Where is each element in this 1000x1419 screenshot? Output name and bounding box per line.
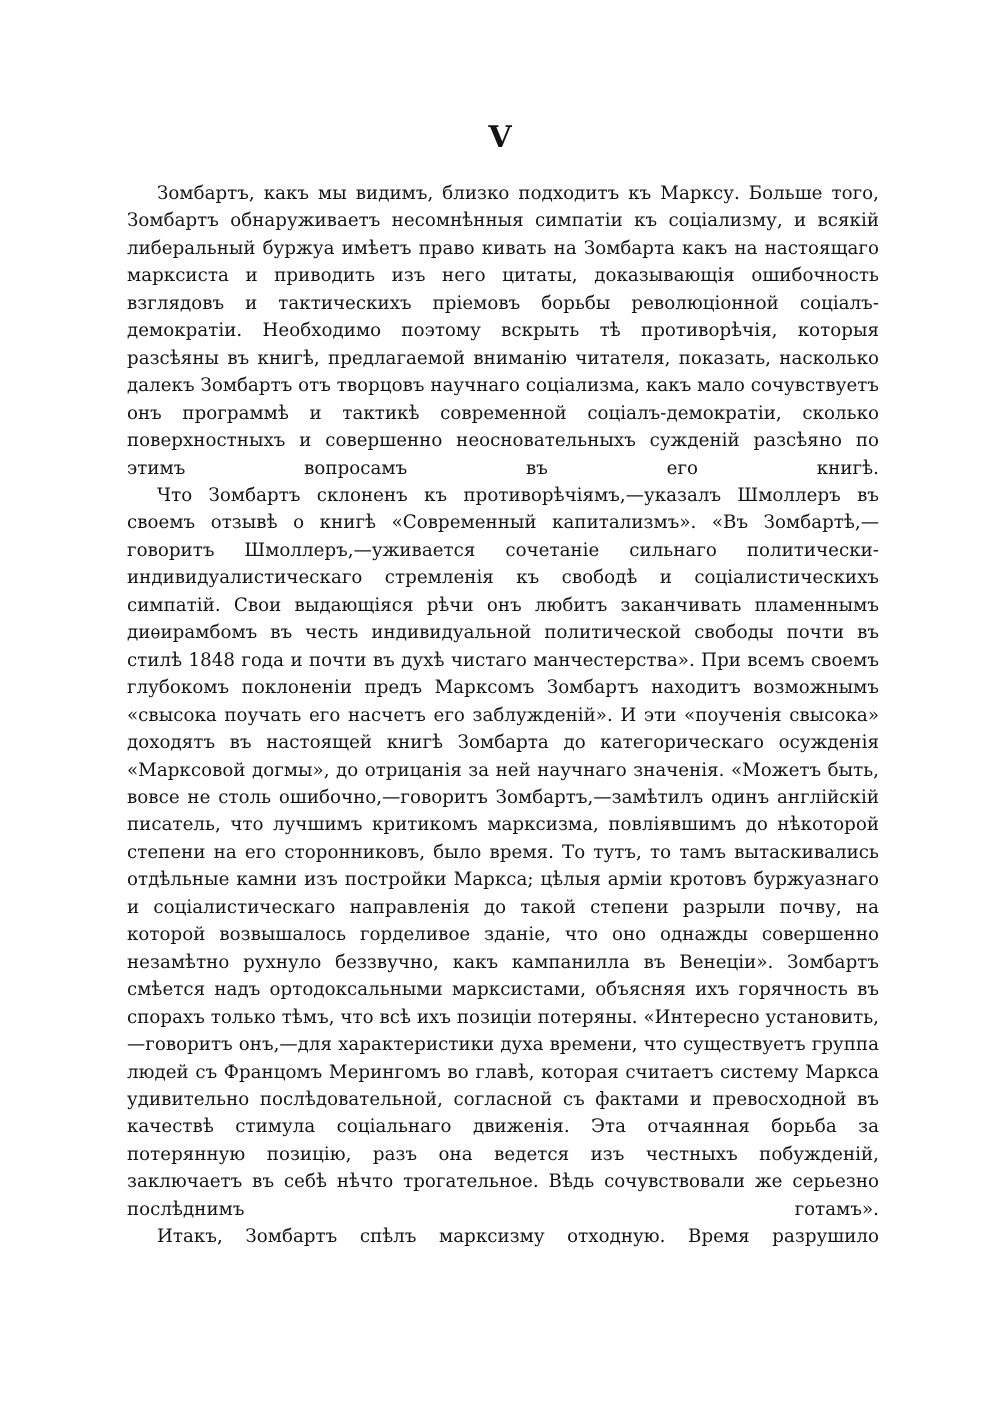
text-body <box>127 180 879 1251</box>
paragraph-3: Итакъ, Зомбартъ спѣлъ марксизму отходную. Время разрушило <box>157 1226 879 1248</box>
paragraph-1: Зомбартъ, какъ мы видимъ, близко подходитъ къ Марксу. Больше того, Зомбартъ обнаруживаетъ несомнѣнныя симпатіи къ соціализму, и всякій либеральный буржуа имѣетъ право кивать на Зомбарта какъ на настоящаго марксиста и приводить изъ него цитаты, доказывающія ошибочность взглядовъ и тактическихъ пріемовъ борьбы революціонной соціалъ-демократіи. Необходимо поэтому вскрыть тѣ противорѣчія, которыя разсѣяны въ книгѣ, предлагаемой вниманію читателя, показать, насколько далекъ Зомбартъ отъ творцовъ научнаго соціализма, какъ мало сочувствуетъ онъ программѣ и тактикѣ современной соціалъ-демократіи, сколько поверхностныхъ и совершенно неосновательныхъ сужденій разсѣяно по этимъ вопросамъ въ его книгѣ. <box>127 183 879 479</box>
page-marker: V <box>488 120 512 155</box>
paragraph-2: Что Зомбартъ склоненъ къ противорѣчіямъ,—указалъ Шмоллеръ въ своемъ отзывѣ о книгѣ «Современный капитализмъ». «Въ Зомбартѣ,—говоритъ Шмоллеръ,—уживается сочетаніе сильнаго политически-индивидуалистическаго стремленія къ свободѣ и соціалистическихъ симпатій. Свои выдающіяся рѣчи онъ любитъ заканчивать пламеннымъ диѳирамбомъ въ честь индивидуальной политической свободы почти въ стилѣ 1848 года и почти въ духѣ чистаго манчестерства». При всемъ своемъ глубокомъ поклоненіи предъ Марксомъ Зомбартъ находитъ возможнымъ «свысока поучать его насчетъ его заблужденій». И эти «поученія свысока» доходятъ въ настоящей книгѣ Зомбарта до категорическаго осужденія «Марксовой догмы», до отрицанія за ней научнаго значенія. «Можетъ быть, вовсе не столь ошибочно,—говоритъ Зомбартъ,—замѣтилъ одинъ англійскій писатель, что лучшимъ критикомъ марксизма, повліявшимъ до нѣкоторой степени на его сторонниковъ, было время. То тутъ, то тамъ вытаскивались отдѣльные камни изъ постройки Маркса; цѣлыя арміи кротовъ буржуазнаго и соціалистическаго направленія до такой степени разрыли почву, на которой возвышалось горделивое зданіе, что оно однажды совершенно незамѣтно рухнуло беззвучно, какъ кампанилла въ Венеціи». Зомбартъ смѣется надъ ортодоксальными марксистами, объясняя ихъ горячность въ спорахъ только тѣмъ, что всѣ ихъ позиціи потеряны. «Интересно установить,—говоритъ онъ,—для характеристики духа времени, что существуетъ группа людей съ Францомъ Мерингомъ во главѣ, которая считаетъ систему Маркса удивительно послѣдовательной, согласной съ фактами и превосходной въ качествѣ стимула соціальнаго движенія. Эта отчаянная борьба за потерянную позицію, разъ она ведется изъ честныхъ побужденій, заключаетъ въ себѣ нѣчто трогательное. Вѣдь сочувствовали же серьезно послѣднимъ готамъ». <box>127 484 879 1220</box>
